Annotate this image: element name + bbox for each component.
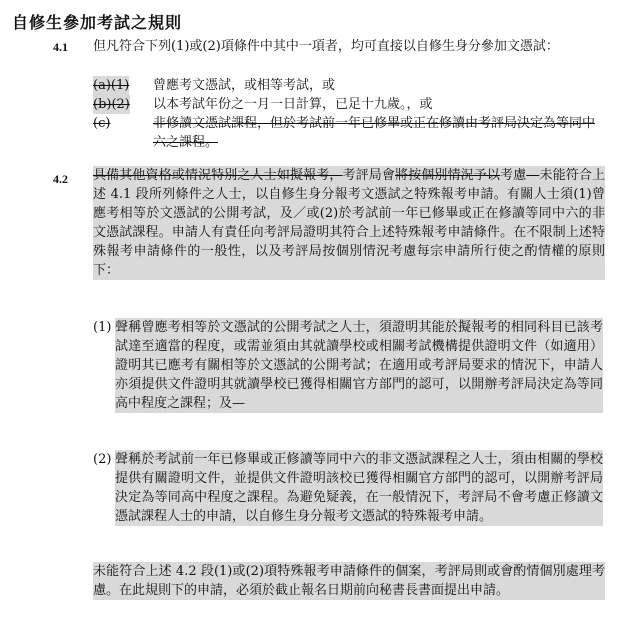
condition-text: 聲稱曾應考相等於文憑試的公開考試之人士，須證明其能於擬報考的相同科目已該考試達至適當的程度，或需並須由其就讀學校或相關考試機構提供證明文件（如適用）證明其已應考有關相等於文憑試的公開考試；在適用或考評局要求的情況下，申請人亦須提供文件證明其就讀學校已獲得相關官方部門的認可，以開辦考評局決定為等同高中程度之課程；及— <box>115 320 603 411</box>
section-4-1-intro-text: 但凡符合下列(1)或(2)項條件中其中一項者，均可直接以自修生身分參加文憑試： <box>93 39 559 54</box>
list-item-label: (a)(1) <box>93 78 130 93</box>
section-4-2-closing <box>93 562 605 600</box>
condition-item-1 <box>93 318 603 413</box>
closing-text: 未能符合上述 4.2 段(1)或(2)項特殊報考申請條件的個案，考評局則或會酌情個別處理考慮。在此規則下的申請，必須於截止報名日期前向秘書長書面提出申請。 <box>93 564 605 598</box>
section-number-4-2: 4.2 <box>53 172 68 186</box>
list-item-text: 非修讀文憑試課程，但於考試前一年已修畢或正在修讀由考評局決定為等同中六之課程。 <box>153 116 596 150</box>
condition-label: (2) <box>93 452 112 467</box>
condition-label: (1) <box>93 320 112 335</box>
section-4-2-para: 具備其他資格或情況特別之人士如擬報考，考評局會將按個別情況予以考慮—未能符合上述 4.1 段所列條件之人士，以自修生身分報考文憑試之特殊報考申請。有關人士須(1)曾應考相等於文憑試的公開考試，及／或(2)於考試前一年已修畢或正在修讀等同中六的非文憑試課程。申請人有責任向考評局證明其符合上述特殊報考申請條件。在不限制上述特殊報考申請條件的一般性，以及考評局按個別情況考慮每宗申請所行使之酌情權的原則下： <box>93 168 605 278</box>
list-item <box>93 76 605 95</box>
list-item-text: 以本考試年份之一月一日計算，已足十九歲。，或 <box>153 97 433 112</box>
section-4-1-list <box>93 76 605 152</box>
list-item-label: (b)(2) <box>93 97 130 112</box>
section-4-1-intro <box>93 37 605 56</box>
section-4-2-body <box>93 166 605 280</box>
list-item <box>93 114 605 152</box>
section-number-4-1: 4.1 <box>53 40 68 54</box>
condition-text: 聲稱於考試前一年已修畢或正修讀等同中六的非文憑試課程之人士，須由相關的學校提供有關證明文件，並提供文件證明該校已獲得相關官方部門的認可，以開辦考評局決定為等同高中程度之課程。為避免疑義，在一般情況下，考評局不會考慮正修讀文憑試課程人士的申請，以自修生身分報考文憑試的特殊報考申請。 <box>115 452 603 524</box>
list-item <box>93 95 605 114</box>
list-item-label: (c) <box>93 116 111 131</box>
list-item-text: 曾應考文憑試，或相等考試，或 <box>153 78 336 93</box>
page-title: 自修生參加考試之規則 <box>12 13 183 32</box>
condition-item-2 <box>93 450 603 526</box>
